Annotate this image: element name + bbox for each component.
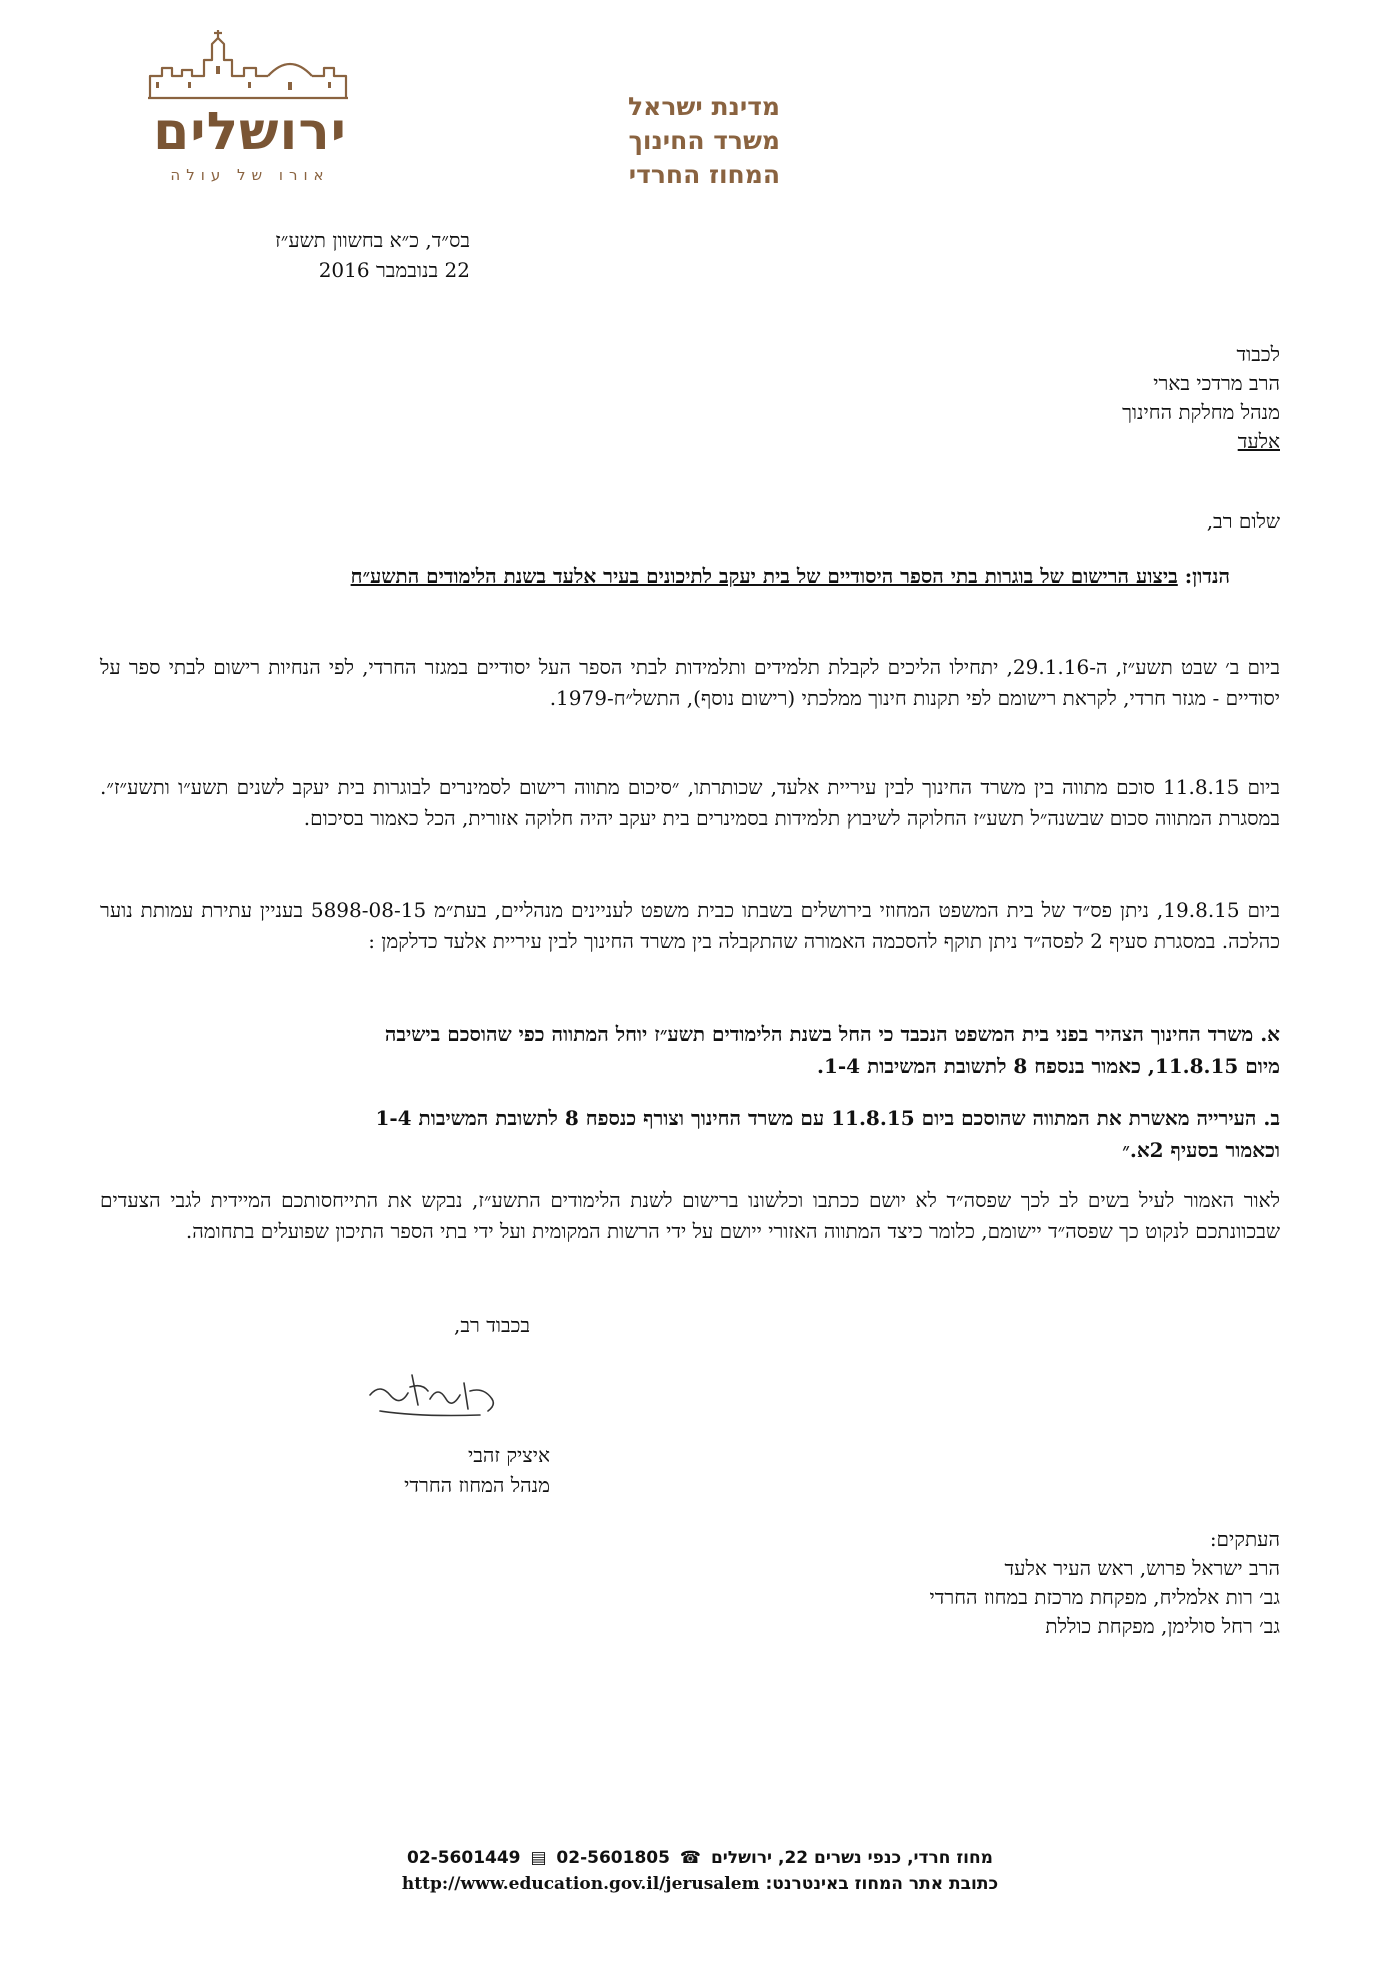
footer-url-link[interactable]: http://www.education.gov.il/jerusalem bbox=[401, 1874, 760, 1894]
signer-title: מנהל המחוז החרדי bbox=[404, 1473, 550, 1497]
paragraph-request: לאור האמור לעיל בשים לב לכך שפסה״ד לא יושם ככתבו וכלשונו ברישום לשנת הלימודים התשע״ז, נבקש את התייחסותכם המיידית לגבי הצעדים שבכוונתכם לנקוט כך שפסה״ד יישומם, כלומר כיצד המתווה האזורי ייושם על ידי הרשות המקומית ועל ידי בתי הספר התיכון שפועלים בתחומה. bbox=[100, 1188, 1280, 1243]
footer-phone: 02-5601805 bbox=[556, 1848, 670, 1868]
footer-site-label: כתובת אתר המחוז באינטרנט: bbox=[765, 1874, 999, 1894]
recipient-block bbox=[900, 340, 1280, 456]
paragraph-court-ruling: ביום 19.8.15, ניתן פס״ד של בית המשפט המחוזי בירושלים בשבתו כבית משפט לעניינים מנהליים, בעת״מ 5898-08-15 בעניין עתירת עמותת נוער כהלכה. במסגרת סעיף 2 לפסה״ד ניתן תוקף להסכמה האמורה שהתקבלה בין משרד החינוך לבין עיריית אלעד כדלקמן : bbox=[100, 898, 1280, 953]
recipient-name: הרב מרדכי בארי bbox=[1153, 371, 1280, 395]
copies-heading: העתקים: bbox=[1209, 1527, 1280, 1551]
signer-block bbox=[300, 1440, 550, 1500]
letter-footer bbox=[300, 1845, 1100, 1897]
subject-text: ביצוע הרישום של בוגרות בתי הספר היסודיים של בית יעקב לתיכונים בעיר אלעד בשנת הלימודים התשע״ח bbox=[350, 564, 1178, 588]
footer-website-line bbox=[300, 1871, 1100, 1897]
jerusalem-skyline-icon bbox=[148, 30, 348, 100]
jerusalem-logo bbox=[140, 30, 370, 184]
ministry-line-district: המחוז החרדי bbox=[628, 160, 780, 189]
letter-date bbox=[160, 225, 470, 285]
copy-recipient-inspector: גב׳ רחל סולימן, מפקחת כוללת bbox=[1045, 1614, 1280, 1638]
phone-icon: ☎ bbox=[679, 1848, 702, 1868]
ministry-line-ministry: משרד החינוך bbox=[628, 126, 780, 155]
copy-recipient-mayor: הרב ישראל פרוש, ראש העיר אלעד bbox=[1004, 1556, 1280, 1580]
logo-tagline: אורו של עולה bbox=[170, 166, 330, 184]
greeting: שלום רב, bbox=[1206, 509, 1280, 533]
closing: בכבוד רב, bbox=[454, 1313, 530, 1337]
fax-icon: ▤ bbox=[530, 1848, 547, 1868]
hebrew-date: בס״ד, כ״א בחשוון תשע״ז bbox=[275, 228, 470, 252]
recipient-title: מנהל מחלקת החינוך bbox=[1122, 400, 1280, 424]
ministry-header bbox=[560, 90, 780, 192]
copy-recipient-supervisor: גב׳ רות אלמליח, מפקחת מרכזת במחוז החרדי bbox=[929, 1585, 1280, 1609]
subject-line bbox=[130, 560, 1230, 592]
footer-address: מחוז חרדי, כנפי נשרים 22, ירושלים bbox=[710, 1848, 993, 1868]
recipient-salutation: לכבוד bbox=[1236, 342, 1280, 366]
paragraph-agreement: ביום 11.8.15 סוכם מתווה בין משרד החינוך לבין עיריית אלעד, שכותרתו, ״סיכום מתווה רישום לסמינרים לבוגרות בית יעקב לשנים תשע״ו ותשע״ז״. במסגרת המתווה סכום שבשנה״ל תשע״ז החלוקה לשיבוץ תלמידות בסמינרים בית יעקב יהיה חלוקה אזורית, הכל כאמור בסיכום. bbox=[100, 775, 1281, 830]
ministry-line-state: מדינת ישראל bbox=[628, 92, 780, 121]
clause-b: ב. העירייה מאשרת את המתווה שהוסכם ביום 11.8.15 עם משרד החינוך וצורף כנספח 8 לתשובת המשיבות 1-4 וכאמור בסעיף 2א.״ bbox=[375, 1106, 1280, 1162]
signer-name: איציק זהבי bbox=[468, 1443, 550, 1467]
logo-wordmark: ירושלים bbox=[153, 102, 347, 162]
copies-block bbox=[700, 1525, 1280, 1641]
footer-contact-line bbox=[300, 1845, 1100, 1871]
handwritten-signature bbox=[360, 1365, 510, 1425]
recipient-city: אלעד bbox=[1237, 429, 1280, 453]
subject-prefix: הנדון: bbox=[1184, 564, 1230, 588]
clause-a: א. משרד החינוך הצהיר בפני בית המשפט הנכבד כי החל בשנת הלימודים תשע״ז יוחל המתווה כפי שהוסכם בישיבה מיום 11.8.15, כאמור בנספח 8 לתשובת המשיבות 1-4. bbox=[384, 1022, 1280, 1078]
footer-fax: 02-5601449 bbox=[407, 1848, 521, 1868]
gregorian-date: 22 בנובמבר 2016 bbox=[318, 258, 470, 282]
paragraph-registration-start: ביום ב׳ שבט תשע״ז, ה-29.1.16, יתחילו הליכים לקבלת תלמידים ותלמידות לבתי הספר העל יסודיים במגזר החרדי, לפי הנחיות רישום לבתי ספר על יסודיים - מגזר חרדי, לקראת רישומם לפי תקנות חינוך ממלכתי (רישום נוסף), התשל״ח-1979. bbox=[100, 655, 1280, 710]
